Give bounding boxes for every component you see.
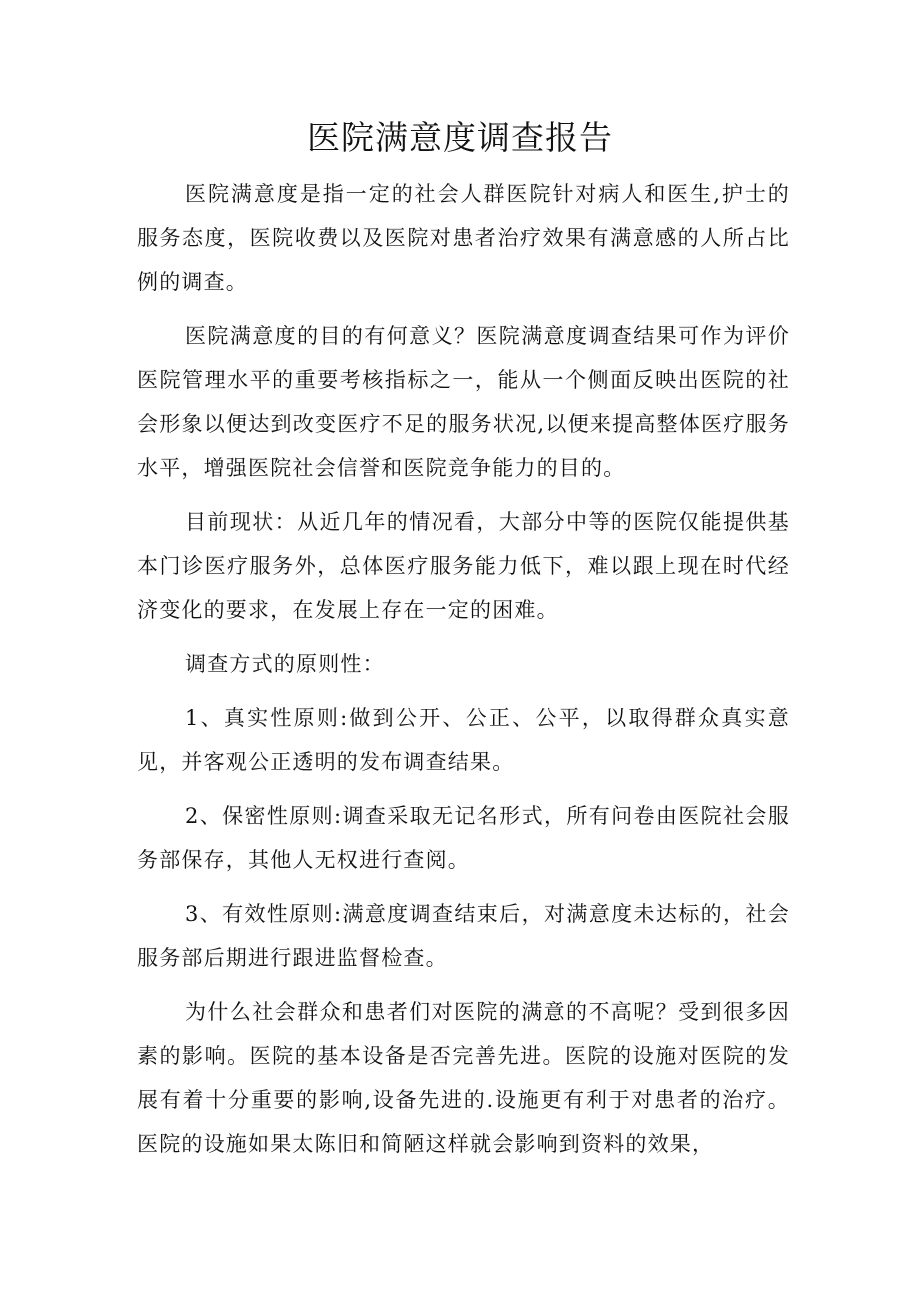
paragraph-purpose: 医院满意度的目的有何意义？医院满意度调查结果可作为评价医院管理水平的重要考核指标之一，能从一个侧面反映出医院的社会形象以便达到改变医疗不足的服务状况,以便来提高整体医疗服务水平，增强医院社会信誉和医院竞争能力的目的。 (137, 324, 790, 480)
paragraph-principle-confidentiality: 2、保密性原则:调查采取无记名形式，所有问卷由医院社会服务部保存，其他人无权进行查阅。 (137, 804, 790, 872)
document-title: 医院满意度调查报告 (307, 118, 613, 157)
paragraph-principle-effectiveness: 3、有效性原则:满意度调查结束后，对满意度未达标的，社会服务部后期进行跟进监督检查。 (137, 902, 790, 970)
paragraph-low-satisfaction-reasons: 为什么社会群众和患者们对医院的满意的不高呢？受到很多因素的影响。医院的基本设备是否完善先进。医院的设施对医院的发展有着十分重要的影响,设备先进的.设施更有利于对患者的治疗。医院的设施如果太陈旧和简陋这样就会影响到资料的效果， (137, 1000, 790, 1156)
paragraph-principles-heading: 调查方式的原则性： (185, 652, 385, 676)
paragraph-current-status: 目前现状：从近几年的情况看，大部分中等的医院仅能提供基本门诊医疗服务外，总体医疗服务能力低下，难以跟上现在时代经济变化的要求，在发展上存在一定的困难。 (137, 510, 790, 622)
paragraph-principle-authenticity: 1、真实性原则:做到公开、公正、公平，以取得群众真实意见，并客观公正透明的发布调查结果。 (137, 706, 790, 774)
document-body (137, 172, 790, 1176)
paragraph-definition: 医院满意度是指一定的社会人群医院针对病人和医生,护士的服务态度，医院收费以及医院对患者治疗效果有满意感的人所占比例的调查。 (137, 182, 790, 294)
